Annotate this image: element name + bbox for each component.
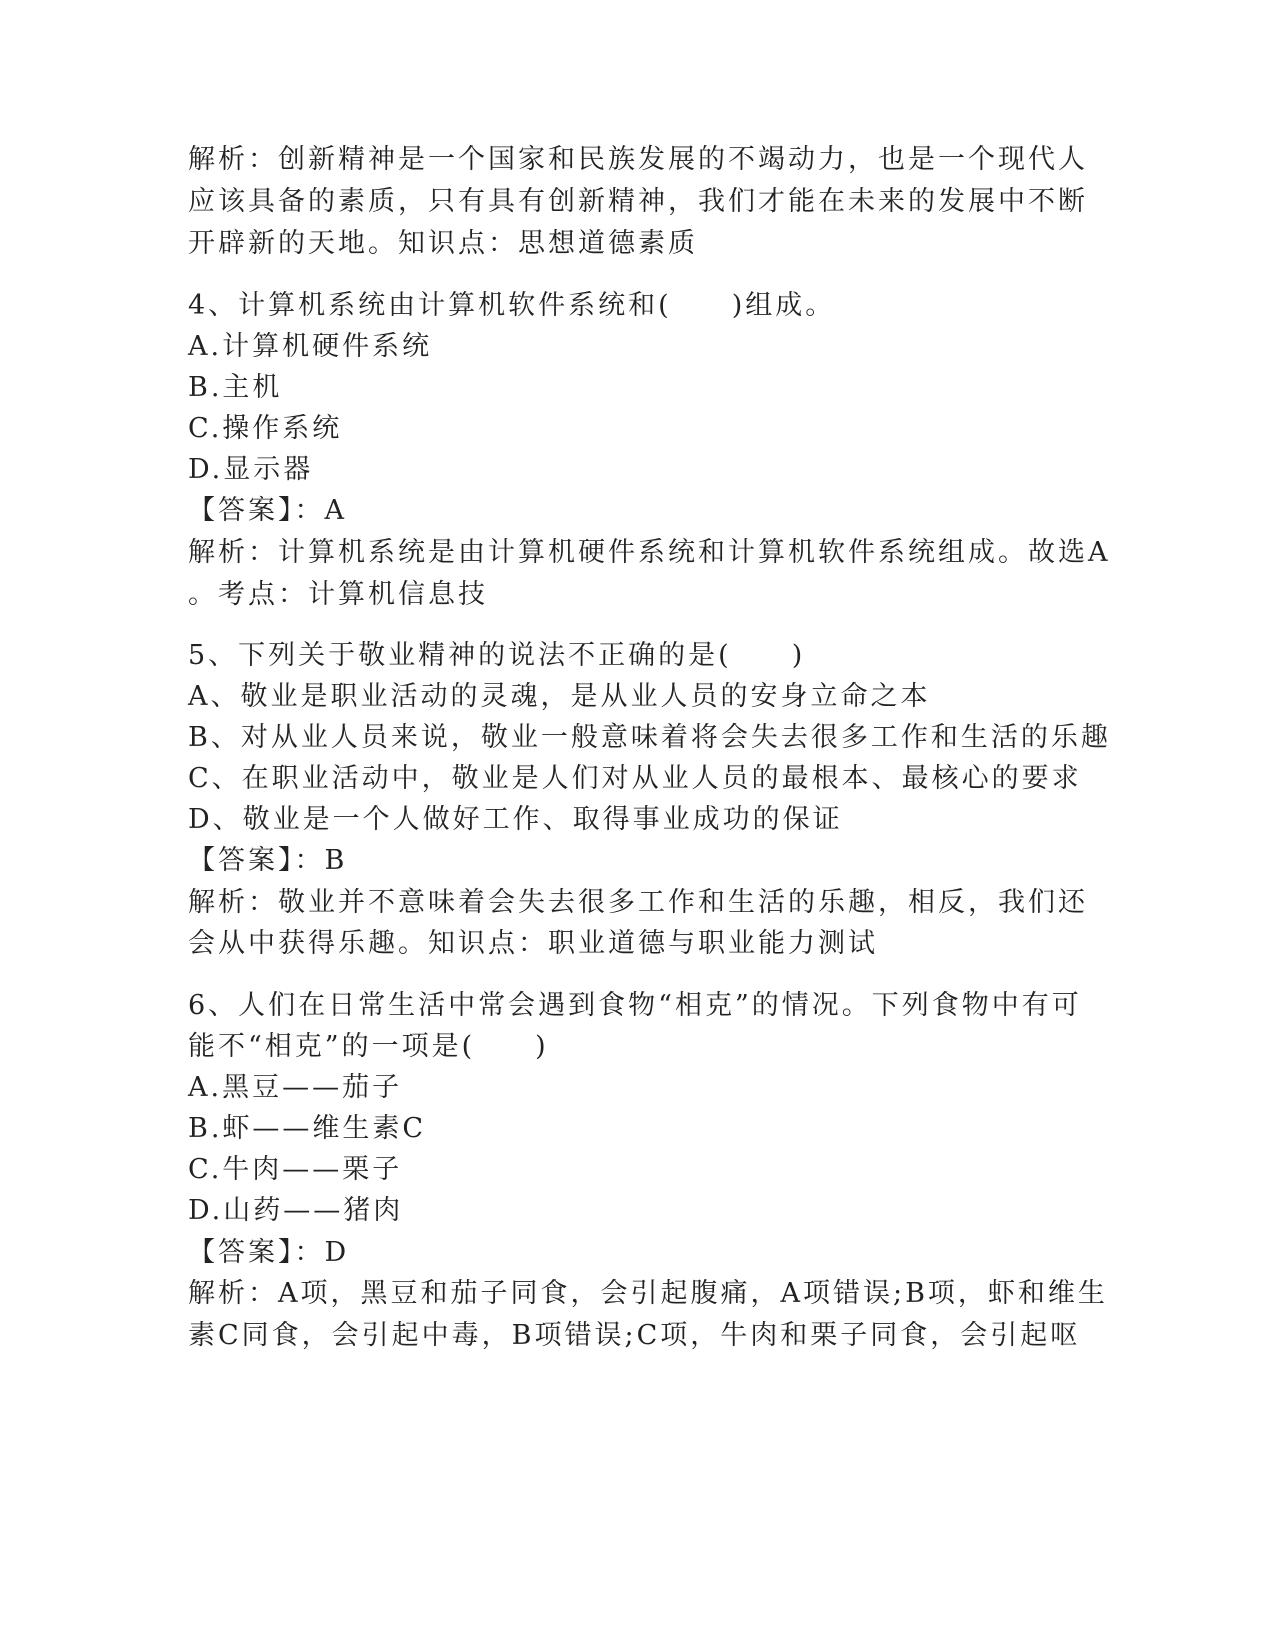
question-6-stem-1: 6、人们在日常生活中常会遇到食物“相克”的情况。下列食物中有可 [188,990,1082,1021]
question-5-option-b: B、对从业人员来说，敬业一般意味着将会失去很多工作和生活的乐趣 [188,722,1111,753]
question-4-option-c: C.操作系统 [188,413,343,444]
question-5-option-a: A、敬业是职业活动的灵魂，是从业人员的安身立命之本 [188,681,931,712]
question-5-answer: 【答案】：B [188,845,348,876]
question-5-option-d: D、敬业是一个人做好工作、取得事业成功的保证 [188,804,843,835]
question-6-analysis-1: 解析：A项，黑豆和茄子同食，会引起腹痛，A项错误;B项，虾和维生 [188,1278,1108,1309]
question-6-option-a: A.黑豆——茄子 [188,1072,403,1103]
question-6-option-c: C.牛肉——栗子 [188,1154,403,1185]
question-4-option-b: B.主机 [188,372,283,403]
text-line-q3-analysis-2: 应该具备的素质，只有具有创新精神，我们才能在未来的发展中不断 [188,186,1088,217]
question-4-stem: 4、计算机系统由计算机软件系统和( )组成。 [188,290,836,321]
question-5-analysis-1: 解析：敬业并不意味着会失去很多工作和生活的乐趣，相反，我们还 [188,887,1088,918]
question-6-option-d: D.山药——猪肉 [188,1195,404,1226]
question-6-answer: 【答案】：D [188,1237,350,1268]
question-4-analysis-2: 。考点：计算机信息技 [188,579,488,610]
text-line-q3-analysis-3: 开辟新的天地。知识点：思想道德素质 [188,228,698,259]
question-6-stem-2: 能不“相克”的一项是( ) [188,1031,549,1062]
question-4-analysis-1: 解析：计算机系统是由计算机硬件系统和计算机软件系统组成。故选A [188,537,1111,568]
question-6-option-b: B.虾——维生素C [188,1113,427,1144]
question-5-analysis-2: 会从中获得乐趣。知识点：职业道德与职业能力测试 [188,928,878,959]
text-line-q3-analysis-1: 解析：创新精神是一个国家和民族发展的不竭动力，也是一个现代人 [188,144,1088,175]
question-5-option-c: C、在职业活动中，敬业是人们对从业人员的最根本、最核心的要求 [188,763,1082,794]
question-4-option-d: D.显示器 [188,454,314,485]
question-5-stem: 5、下列关于敬业精神的说法不正确的是( ) [188,640,806,671]
question-4-answer: 【答案】：A [188,495,347,526]
question-6-analysis-2: 素C同食，会引起中毒，B项错误;C项，牛肉和栗子同食，会引起呕 [188,1320,1081,1351]
question-4-option-a: A.计算机硬件系统 [188,331,433,362]
